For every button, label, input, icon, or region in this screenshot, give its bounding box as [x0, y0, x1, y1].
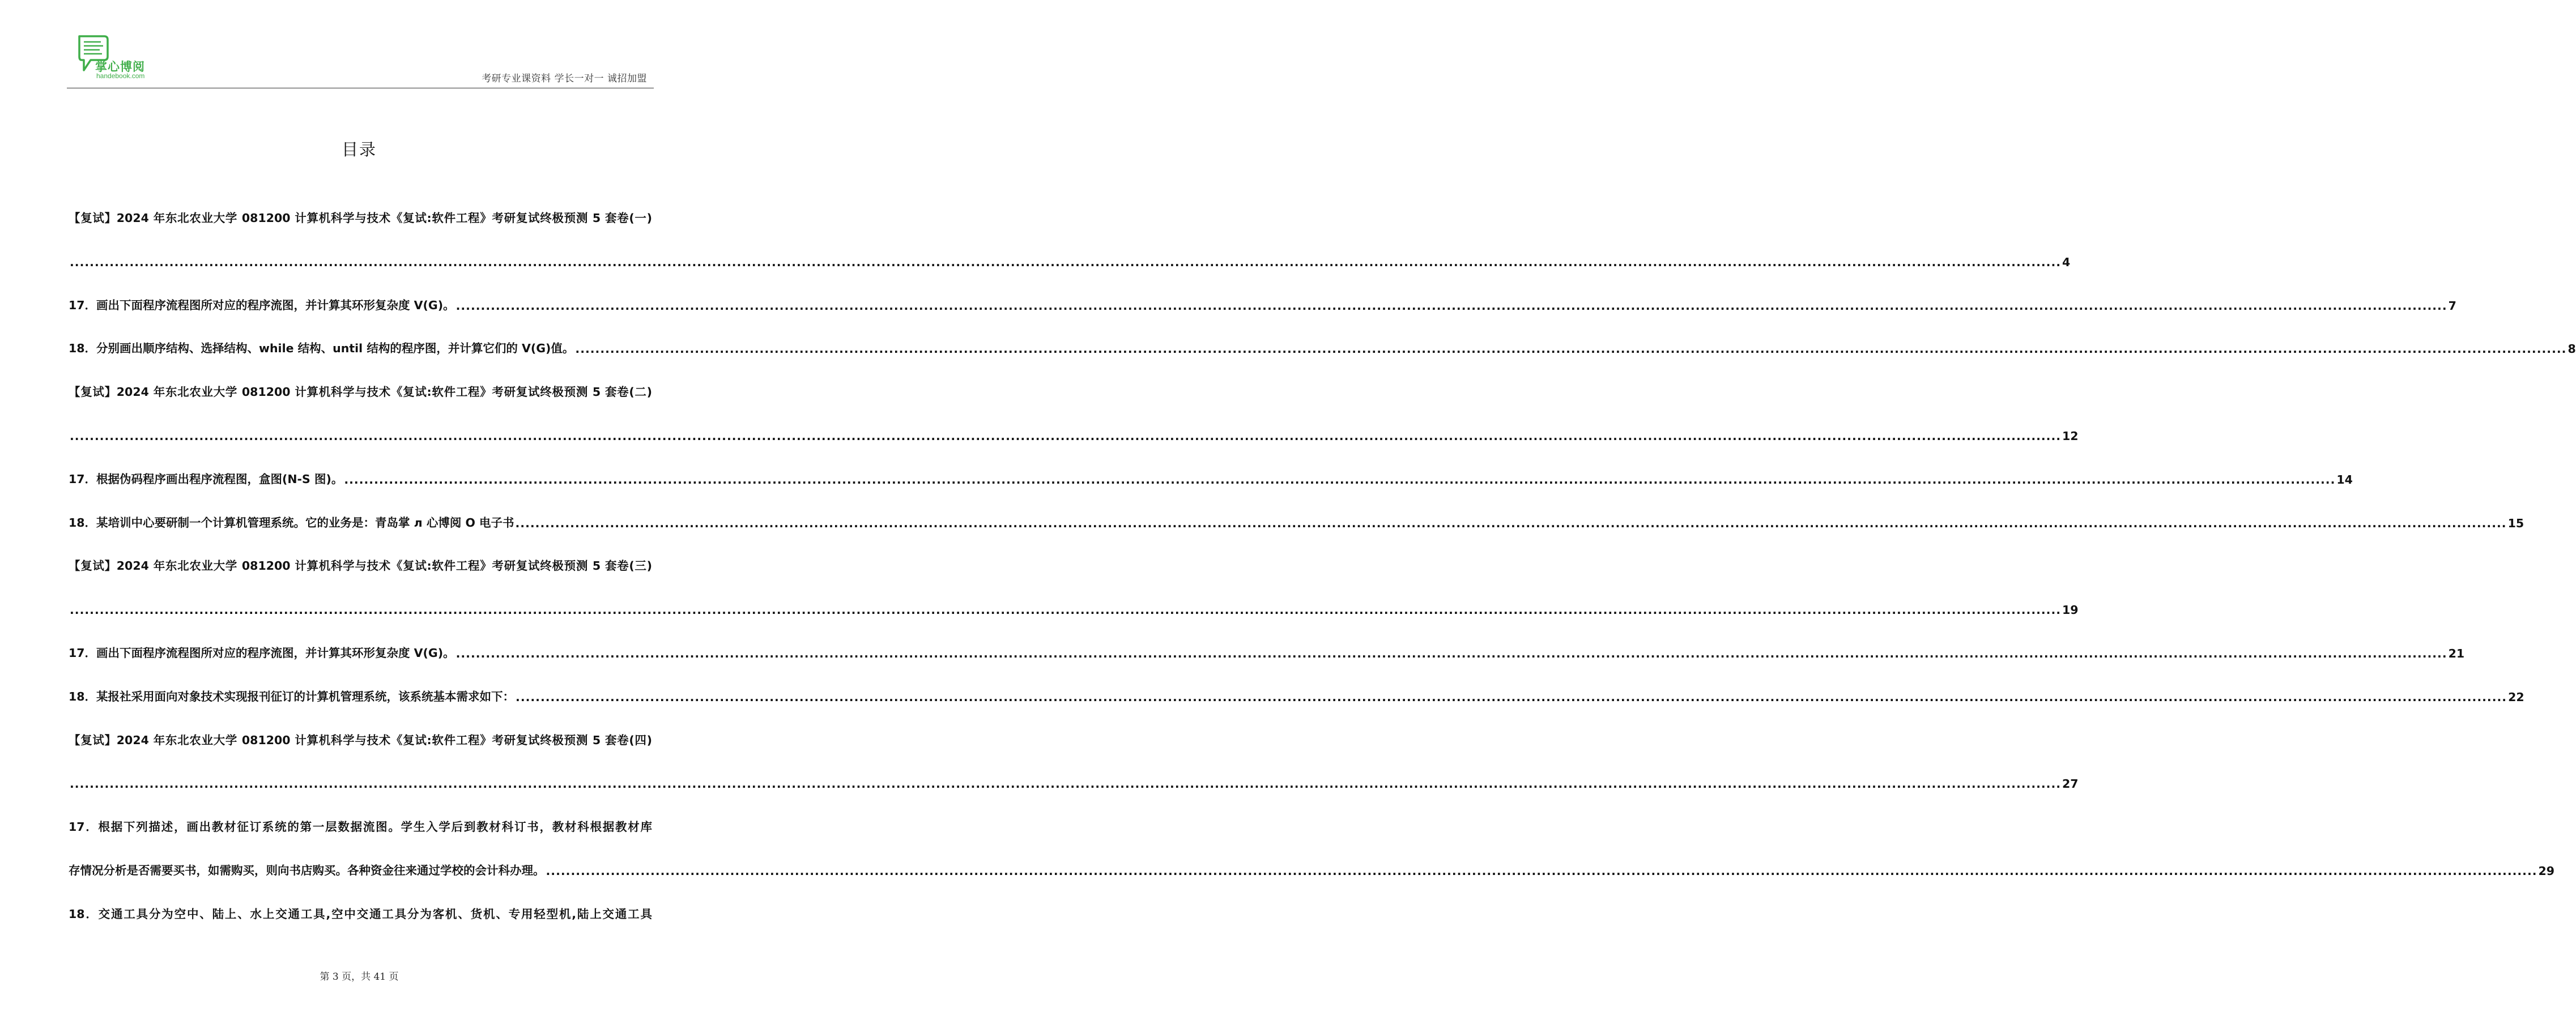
- toc-page-number: 21: [2448, 647, 2465, 660]
- toc-entry[interactable]: [69, 333, 2576, 356]
- logo-name: 掌心博阅: [95, 60, 145, 74]
- dot-leader: ................................................................................................................................................................................................................................................................................................................................................................................................................: [515, 516, 2507, 530]
- toc-entry-text: 【复试】2024 年东北农业大学 081200 计算机科学与技术《复试:软件工程》考研复试终极预测 5 套卷(二): [69, 385, 652, 399]
- toc-entry-text: 【复试】2024 年东北农业大学 081200 计算机科学与技术《复试:软件工程》考研复试终极预测 5 套卷(四): [69, 733, 652, 747]
- toc-entry[interactable]: [69, 725, 652, 748]
- toc-entry[interactable]: [69, 203, 652, 225]
- toc-entry[interactable]: [69, 464, 2353, 486]
- toc-entry-text: 17．画出下面程序流程图所对应的程序流图，并计算其环形复杂度 V(G)。: [69, 298, 455, 312]
- page-title: 目录: [341, 140, 377, 159]
- page-header: [67, 33, 654, 88]
- toc-entry[interactable]: [69, 507, 2524, 530]
- toc-entry[interactable]: [69, 899, 652, 921]
- toc-entry[interactable]: [69, 638, 2465, 660]
- toc-page-number: 27: [2062, 777, 2079, 791]
- dot-leader: ................................................................................................................................................................................................................................................................................................................................................................................................................: [516, 690, 2507, 704]
- toc-entry-text: 17．根据下列描述，画出教材征订系统的第一层数据流图。学生入学后到教材科订书，教材科根据教材库: [69, 820, 652, 834]
- toc-page-number: 15: [2507, 516, 2524, 530]
- toc-entry[interactable]: [69, 812, 652, 834]
- toc-page-number: 12: [2062, 429, 2079, 443]
- toc-entry[interactable]: [69, 377, 652, 399]
- toc-entry-text: 存情况分析是否需要买书，如需购买，则向书店购买。各种资金往来通过学校的会计科办理。: [69, 864, 545, 877]
- toc-page-number: 8: [2568, 342, 2576, 356]
- toc-page-number: 14: [2336, 472, 2353, 486]
- dot-leader: ................................................................................................................................................................................................................................................................................................................................................................................................................: [455, 647, 2447, 660]
- toc-entry-text: 18．某培训中心要研制一个计算机管理系统。它的业务是：青岛掌 л 心博阅 O 电子书: [69, 515, 514, 530]
- toc-entry[interactable]: [69, 594, 2079, 617]
- toc-entry[interactable]: [69, 768, 2079, 791]
- toc-entry[interactable]: [69, 246, 2071, 269]
- toc-entry-text: 18．分别画出顺序结构、选择结构、while 结构、until 结构的程序图，并计算它们的 V(G)值。: [69, 341, 574, 356]
- toc-page-number: 29: [2538, 864, 2555, 878]
- page-footer: 第 3 页，共 41 页: [320, 971, 399, 983]
- toc-entry-text: 【复试】2024 年东北农业大学 081200 计算机科学与技术《复试:软件工程》考研复试终极预测 5 套卷(一): [69, 211, 652, 225]
- toc-entry[interactable]: [69, 550, 652, 573]
- dot-leader: ................................................................................................................................................................................................................................................................................................................................................................................................................: [70, 603, 2062, 617]
- toc-entry-text: 17．画出下面程序流程图所对应的程序流图，并计算其环形复杂度 V(G)。: [69, 646, 455, 660]
- toc-page-number: 22: [2508, 690, 2524, 704]
- dot-leader: ................................................................................................................................................................................................................................................................................................................................................................................................................: [70, 255, 2062, 269]
- logo-url: handebook.com: [96, 72, 145, 80]
- dot-leader: ................................................................................................................................................................................................................................................................................................................................................................................................................: [70, 429, 2062, 443]
- dot-leader: ................................................................................................................................................................................................................................................................................................................................................................................................................: [575, 342, 2567, 356]
- toc-entry-text: 18．交通工具分为空中、陆上、水上交通工具,空中交通工具分为客机、货机、专用轻型机,陆上交通工具: [69, 907, 652, 921]
- toc-entry[interactable]: [69, 290, 2456, 313]
- dot-leader: ................................................................................................................................................................................................................................................................................................................................................................................................................: [70, 777, 2062, 791]
- toc-entry[interactable]: [69, 855, 2555, 878]
- toc-entry[interactable]: [69, 681, 2524, 704]
- dot-leader: ................................................................................................................................................................................................................................................................................................................................................................................................................: [455, 298, 2447, 313]
- toc-entry-text: 18．某报社采用面向对象技术实现报刊征订的计算机管理系统，该系统基本需求如下：: [69, 689, 515, 703]
- toc-page-number: 19: [2062, 603, 2079, 617]
- toc-entry[interactable]: [69, 420, 2079, 443]
- toc-page-number: 4: [2062, 255, 2071, 269]
- toc-page-number: 7: [2448, 298, 2456, 313]
- toc-entry-text: 17．根据伪码程序画出程序流程图，盒图(N-S 图)。: [69, 472, 343, 486]
- header-tagline: 考研专业课资料 学长一对一 诚招加盟: [482, 73, 647, 84]
- dot-leader: ................................................................................................................................................................................................................................................................................................................................................................................................................: [546, 864, 2537, 878]
- toc-entry-text: 【复试】2024 年东北农业大学 081200 计算机科学与技术《复试:软件工程》考研复试终极预测 5 套卷(三): [69, 559, 652, 573]
- dot-leader: ................................................................................................................................................................................................................................................................................................................................................................................................................: [344, 472, 2336, 486]
